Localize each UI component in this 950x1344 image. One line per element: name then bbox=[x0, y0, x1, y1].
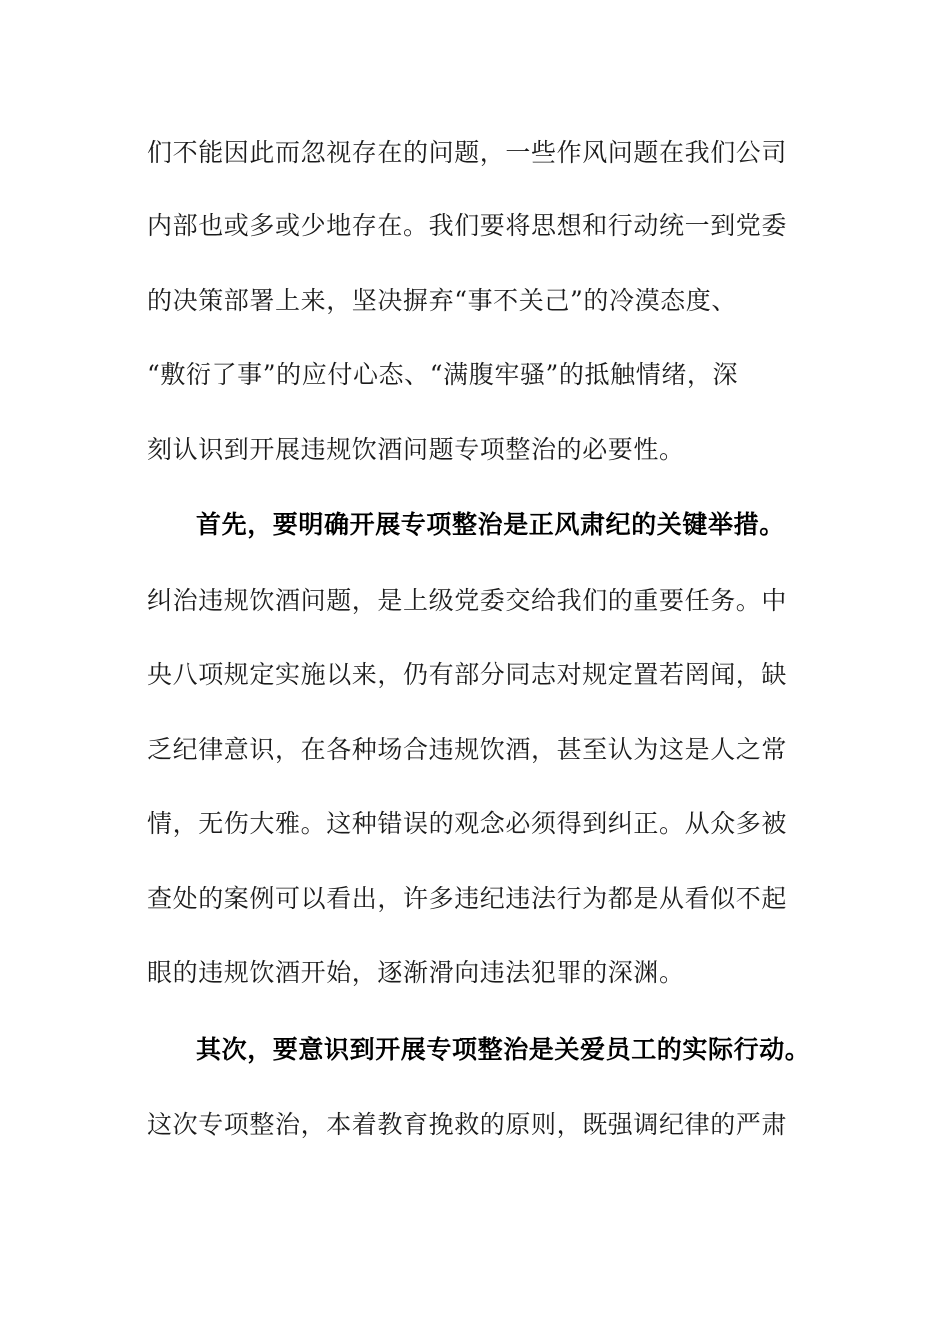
text-line: 的决策部署上来，坚决摒弃“事不关己”的冷漠态度、 bbox=[147, 286, 737, 315]
text-line: 央八项规定实施以来，仍有部分同志对规定置若罔闻，缺 bbox=[147, 660, 788, 689]
text-line: 刻认识到开展违规饮酒问题专项整治的必要性。 bbox=[147, 435, 685, 464]
text-line: 内部也或多或少地存在。我们要将思想和行动统一到党委 bbox=[147, 211, 788, 240]
text-line: 眼的违规饮酒开始，逐渐滑向违法犯罪的深渊。 bbox=[147, 958, 685, 987]
text-line: 这次专项整治，本着教育挽救的原则，既强调纪律的严肃 bbox=[147, 1110, 788, 1139]
text-line: 们不能因此而忽视存在的问题，一些作风问题在我们公司 bbox=[147, 138, 788, 167]
text-line: 乏纪律意识，在各种场合违规饮酒，甚至认为这是人之常 bbox=[147, 735, 788, 764]
section-heading: 其次，要意识到开展专项整治是关爱员工的实际行动。 bbox=[196, 1035, 811, 1064]
text-line: “敷衍了事”的应付心态、“满腹牢骚”的抵触情绪，深 bbox=[147, 360, 739, 389]
text-line: 纠治违规饮酒问题，是上级党委交给我们的重要任务。中 bbox=[147, 586, 788, 615]
section-heading: 首先，要明确开展专项整治是正风肃纪的关键举措。 bbox=[196, 510, 785, 539]
text-line: 查处的案例可以看出，许多违纪违法行为都是从看似不起 bbox=[147, 884, 788, 913]
text-line: 情，无伤大雅。这种错误的观念必须得到纠正。从众多被 bbox=[147, 809, 788, 838]
